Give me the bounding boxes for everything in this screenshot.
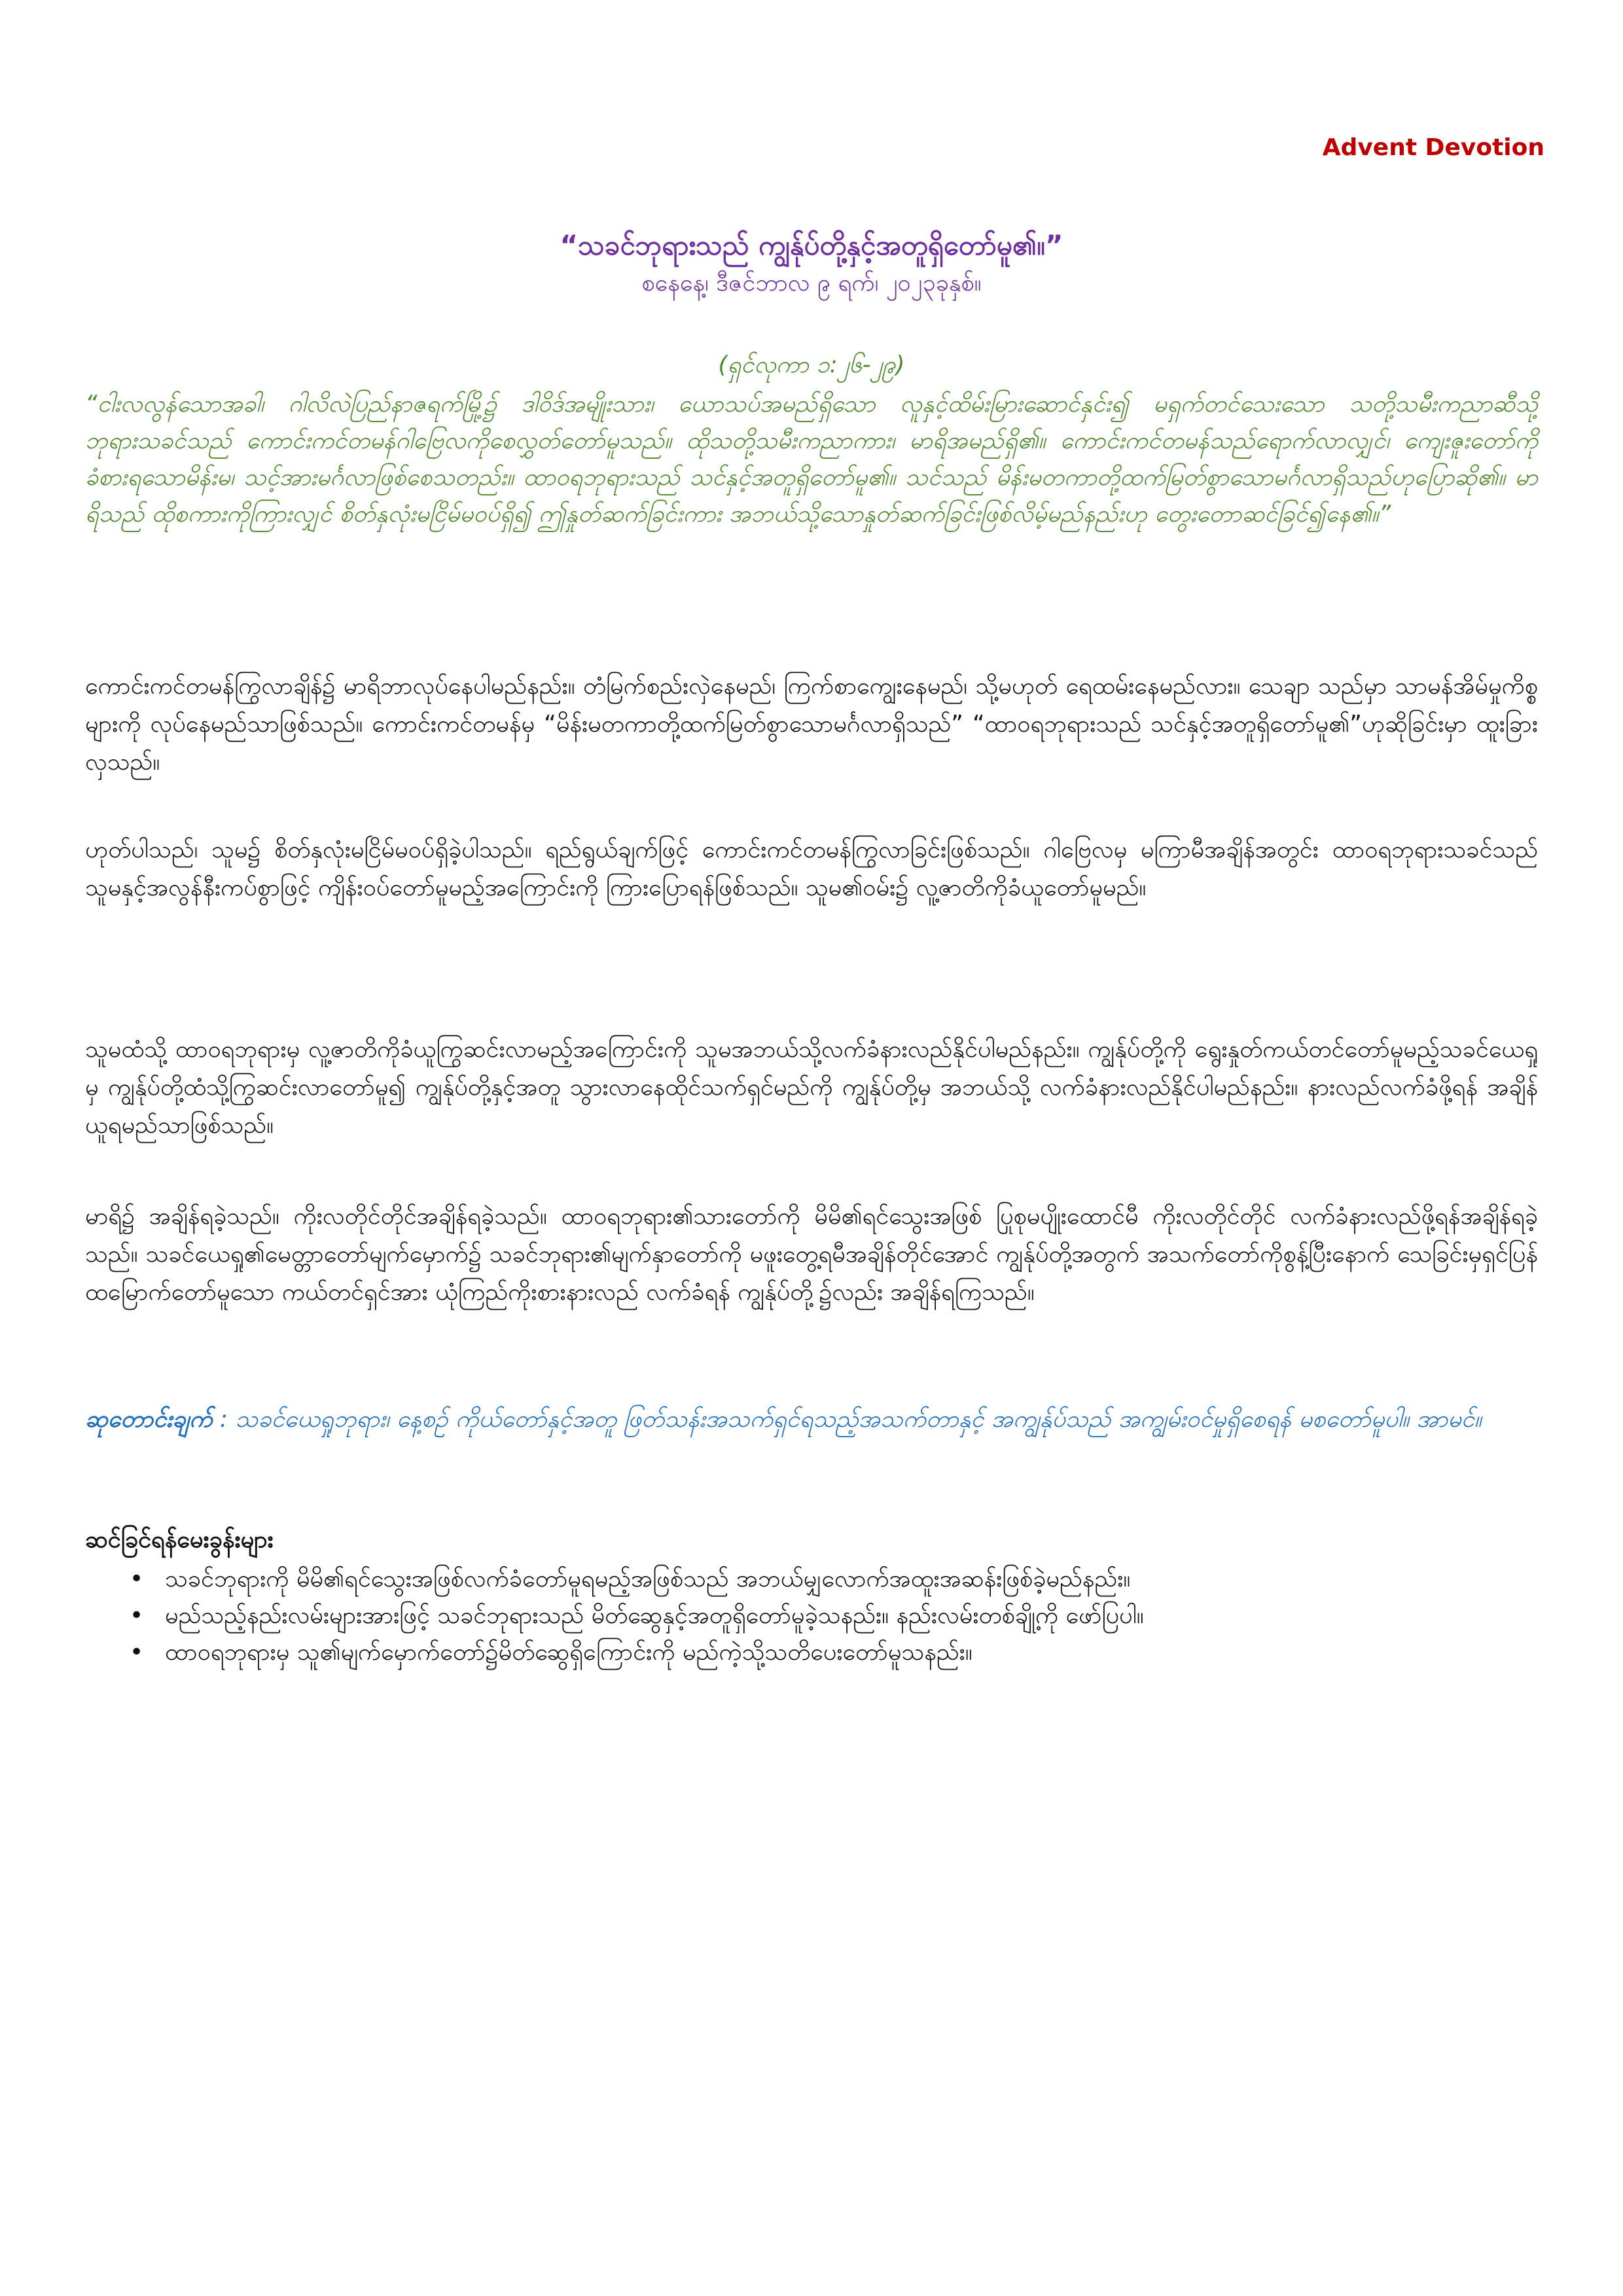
title-block [0,226,1623,302]
devotion-date: စနေနေ့၊ ဒီဇင်ဘာလ ၉ ရက်၊ ၂၀၂၃ခုနှစ်။ [641,270,982,296]
questions-list [85,1561,1538,1671]
paragraph-1: ကောင်းကင်တမန်ကြွလာချိန်၌ မာရိဘာလုပ်နေပါမည်နည်း။ တံမြက်စည်းလှဲနေမည်၊ ကြက်စာကျွေးနေမည်၊ သို့မဟုတ် ရေထမ်းနေမည်လား။ သေချာ သည်မှာ သာမန်အိမ်မှုကိစ္စများကို လုပ်နေမည်သာဖြစ်သည်။ ကောင်းကင်တမန်မှ “မိန်းမတကာတို့ထက်မြတ်စွာသောမင်္ဂလာရှိသည်” “ထာဝရဘုရားသည် သင်နှင့်အတူရှိတော်မူ၏”ဟုဆိုခြင်းမှာ ထူးခြားလှသည်။ [85,673,1538,776]
devotion-title: “သခင်ဘုရားသည် ကျွန်ုပ်တို့နှင့်အတူရှိတော်မူ၏။” [560,229,1063,261]
bullet-icon: • [130,1639,144,1666]
list-item [85,1634,1538,1671]
question-text: သခင်ဘုရားကို မိမိ၏ရင်သွေးအဖြစ်လက်ခံတော်မူရမည့်အဖြစ်သည် အဘယ်မျှလောက်အထူးအဆန်းဖြစ်ခဲ့မည်နည်း။ [165,1566,1131,1592]
paragraph-2: ဟုတ်ပါသည်၊ သူမ၌ စိတ်နှလုံးမငြိမ်မဝပ်ရှိခဲ့ပါသည်။ ရည်ရွယ်ချက်ဖြင့် ကောင်းကင်တမန်ကြွလာခြင်းဖြစ်သည်။ ဂါဗြေလမှ မကြာမီအချိန်အတွင်း ထာဝရဘုရားသခင်သည် သူမနှင့်အလွန်နီးကပ်စွာဖြင့် ကျိန်းဝပ်တော်မူမည့်အကြောင်းကို ကြားပြောရန်ဖြစ်သည်။ သူမ၏ဝမ်း၌ လူ့ဇာတိကိုခံယူတော်မူမည်။ [85,836,1538,901]
scripture-reference: (ရှင်လုကာ ၁:၂၆-၂၉) [718,351,905,378]
list-item [85,1561,1538,1598]
prayer-label: ဆုတောင်းချက် [85,1406,213,1433]
prayer-separator: : [212,1406,228,1433]
prayer-block [85,1401,1538,1439]
prayer-text: သခင်ယေရှုဘုရား၊ နေ့စဉ် ကိုယ်တော်နှင့်အတူ ဖြတ်သန်းအသက်ရှင်ရသည့်အသက်တာနှင့် အကျွန်ုပ်သည် အကျွမ်းဝင်မှုရှိစေရန် မစတော်မူပါ။ အာမင်။ [235,1406,1482,1433]
scripture-block [85,347,1538,533]
paragraph-3: သူမထံသို့ ထာဝရဘုရားမှ လူ့ဇာတိကိုခံယူကြွဆင်းလာမည့်အကြောင်းကို သူမအဘယ်သို့လက်ခံနားလည်နိုင်ပါမည်နည်း။ ကျွန်ုပ်တို့ကို ရွေးနှုတ်ကယ်တင်တော်မူမည့်သခင်ယေရှုမှ ကျွန်ုပ်တို့ထံသို့ကြွဆင်းလာတော်မူ၍ ကျွန်ုပ်တို့နှင့်အတူ သွားလာနေထိုင်သက်ရှင်မည်ကို ကျွန်ုပ်တို့မှ အဘယ်သို့ လက်ခံနားလည်နိုင်ပါမည်နည်း။ နားလည်လက်ခံဖို့ရန် အချိန်ယူရမည်သာဖြစ်သည်။ [85,1036,1538,1139]
bullet-icon: • [130,1602,144,1629]
bullet-icon: • [130,1566,144,1592]
header-tag: Advent Devotion [1322,134,1544,161]
paragraph-4: မာရိ၌ အချိန်ရခဲ့သည်။ ကိုးလတိုင်တိုင်အချိန်ရခဲ့သည်။ ထာဝရဘုရား၏သားတော်ကို မိမိ၏ရင်သွေးအဖြစ် ပြုစုမပျိုးထောင်မီ ကိုးလတိုင်တိုင် လက်ခံနားလည်ဖို့ရန်အချိန်ရခဲ့သည်။ သခင်ယေရှု၏မေတ္တာတော်မျက်မှောက်၌ သခင်ဘုရား၏မျက်နှာတော်ကို မဖူးတွေ့ရမီအချိန်တိုင်အောင် ကျွန်ုပ်တို့အတွက် အသက်တော်ကိုစွန့်ပြီးနောက် သေခြင်းမှရှင်ပြန်ထမြောက်တော်မူသော ကယ်တင်ရှင်အား ယုံကြည်ကိုးစားနားလည် လက်ခံရန် ကျွန်ုပ်တို့၌လည်း အချိန်ရကြသည်။ [85,1203,1538,1306]
question-text: ထာဝရဘုရားမှ သူ၏မျက်မှောက်တော်၌မိတ်ဆွေရှိကြောင်းကို မည်ကဲ့သို့သတိပေးတော်မူသနည်း။ [165,1639,972,1666]
scripture-text: “ငါးလလွန်သောအခါ၊ ဂါလိလဲပြည်နာဇရက်မြို့၌ ဒါဝိဒ်အမျိုးသား၊ ယောသပ်အမည်ရှိသော လူနှင့်ထိမ်းမြားဆောင်နှင်း၍ မရှက်တင်သေးသော သတို့သမီးကညာဆီသို့ ဘုရားသခင်သည် ကောင်းကင်တမန်ဂါဗြေလကိုစေလွှတ်တော်မူသည်။ ထိုသတို့သမီးကညာကား၊ မာရိအမည်ရှိ၏။ ကောင်းကင်တမန်သည်ရောက်လာလျှင်၊ ကျေးဇူးတော်ကိုခံစားရသောမိန်းမ၊ သင့်အားမင်္ဂလာဖြစ်စေသတည်း။ ထာဝရဘုရားသည် သင်နှင့်အတူရှိတော်မူ၏။ သင်သည် မိန်းမတကာတို့ထက်မြတ်စွာသောမင်္ဂလာရှိသည်ဟုပြောဆို၏။ မာရိသည် ထိုစကားကိုကြားလျှင် စိတ်နှလုံးမငြိမ်မဝပ်ရှိ၍ ဤနှုတ်ဆက်ခြင်းကား အဘယ်သို့သောနှုတ်ဆက်ခြင်းဖြစ်လိမ့်မည်နည်းဟု တွေးတောဆင်ခြင်၍နေ၏။” [85,391,1538,528]
reflection-questions [85,1522,1538,1671]
list-item [85,1598,1538,1634]
questions-heading: ဆင်ခြင်ရန်မေးခွန်းများ [85,1526,274,1553]
question-text: မည်သည့်နည်းလမ်းများအားဖြင့် သခင်ဘုရားသည် မိတ်ဆွေနှင့်အတူရှိတော်မူခဲ့သနည်း။ နည်းလမ်းတစ်ချို့ကို ဖော်ပြပါ။ [165,1602,1144,1629]
